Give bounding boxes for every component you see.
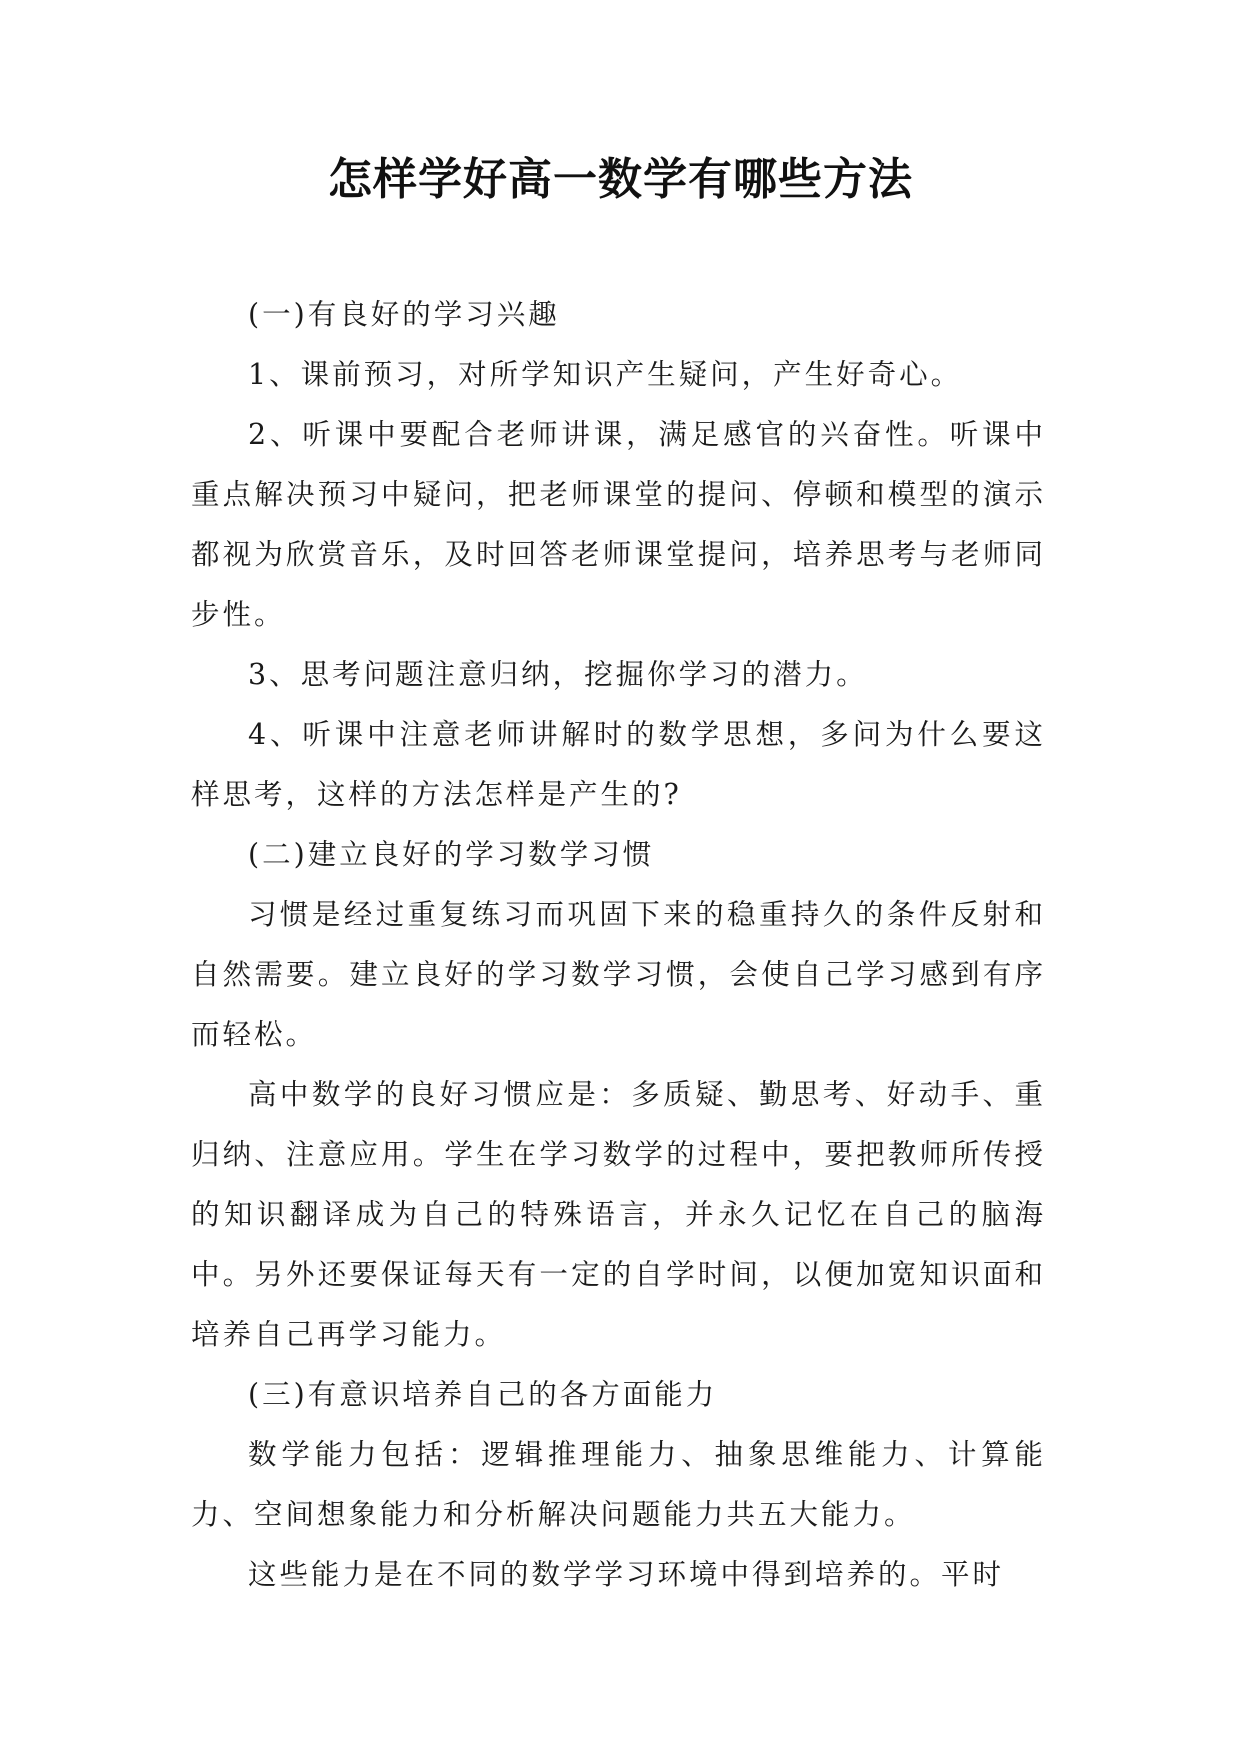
paragraph-thinking: 4、听课中注意老师讲解时的数学思想，多问为什么要这样思考，这样的方法怎样是产生的? [191,718,1046,811]
paragraph-ability-list: 数学能力包括：逻辑推理能力、抽象思维能力、计算能力、空间想象能力和分析解决问题能力共五大能力。 [191,1438,1046,1531]
paragraph-habit-definition: 习惯是经过重复练习而巩固下来的稳重持久的条件反射和自然需要。建立良好的学习数学习惯，会使自己学习感到有序而轻松。 [191,898,1046,1051]
document-body [191,285,1046,1605]
paragraph-induction: 3、思考问题注意归纳，挖掘你学习的潜力。 [248,658,868,691]
paragraph-ability-training: 这些能力是在不同的数学学习环境中得到培养的。平时 [248,1558,1005,1591]
heading-interest: (一)有良好的学习兴趣 [248,298,560,331]
paragraph-listening: 2、听课中要配合老师讲课，满足感官的兴奋性。听课中重点解决预习中疑问，把老师课堂的提问、停顿和模型的演示都视为欣赏音乐，及时回答老师课堂提问，培养思考与老师同步性。 [191,418,1046,631]
paragraph-preview: 1、课前预习，对所学知识产生疑问，产生好奇心。 [248,358,963,391]
heading-abilities: (三)有意识培养自己的各方面能力 [248,1378,718,1411]
document-title: 怎样学好高一数学有哪些方法 [328,154,913,205]
heading-habits: (二)建立良好的学习数学习惯 [248,838,655,871]
paragraph-good-habits: 高中数学的良好习惯应是：多质疑、勤思考、好动手、重归纳、注意应用。学生在学习数学的过程中，要把教师所传授的知识翻译成为自己的特殊语言，并永久记忆在自己的脑海中。另外还要保证每天有一定的自学时间，以便加宽知识面和培养自己再学习能力。 [191,1078,1046,1351]
